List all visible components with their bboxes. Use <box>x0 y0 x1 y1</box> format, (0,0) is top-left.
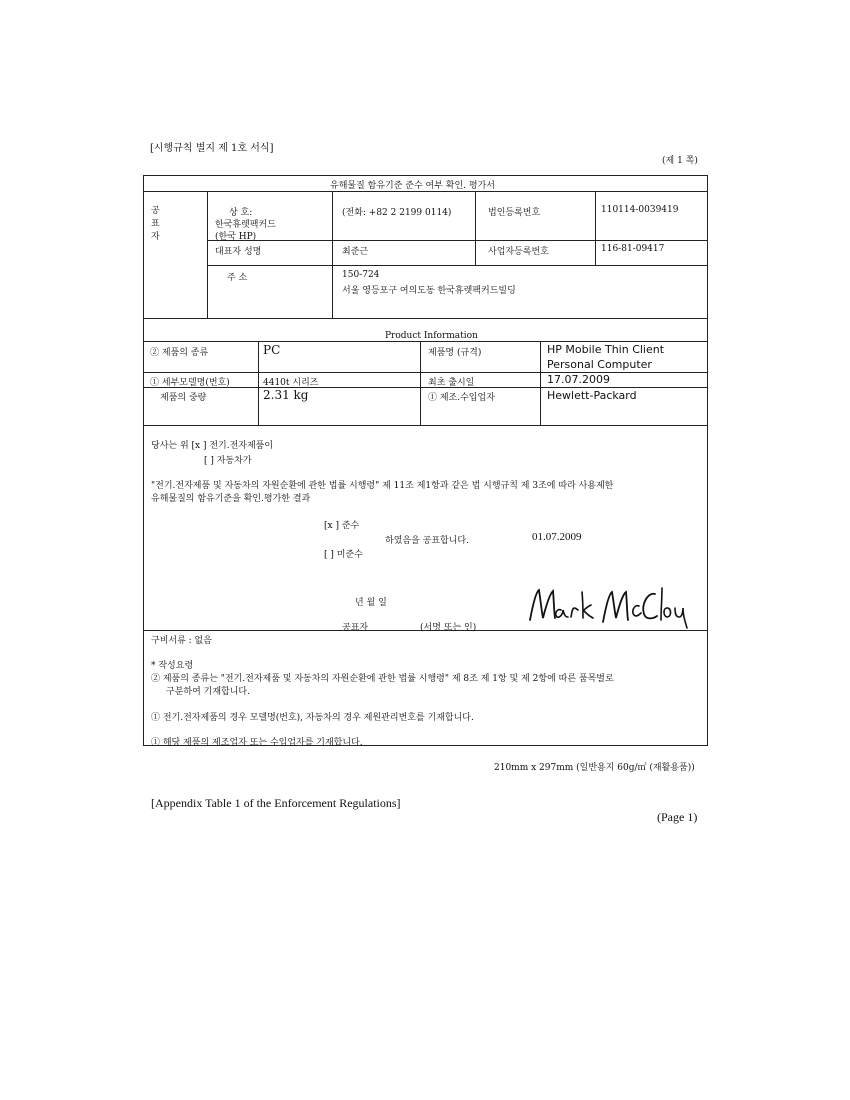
noncomply-checkbox: [ ] 미준수 <box>324 550 363 560</box>
form-title: 유해물질 함유기준 준수 여부 확인. 평가서 <box>330 181 495 191</box>
statement-body1: "전기.전자제품 및 자동차의 자원순환에 관한 법률 시행령" 제 11조 제1항과 같은 법 시행규칙 제 3조에 따라 사용제한 <box>151 481 614 491</box>
notifier-side-label: 공 표 자 <box>151 206 160 242</box>
trade-name-label: 상 호: <box>229 208 253 218</box>
biz-reg-label: 사업자등록번호 <box>488 247 549 257</box>
address-label: 주 소 <box>227 273 248 283</box>
appendix-label: [Appendix Table 1 of the Enforcement Regulations] <box>151 796 401 810</box>
rep-label: 대표자 성명 <box>215 247 262 257</box>
maker-value: Hewlett-Packard <box>547 389 637 402</box>
company-name: 한국휴렛팩커드 <box>215 220 276 230</box>
instruction-2: ① 전기.전자제품의 경우 모델명(번호), 자동차의 경우 제원관리번호를 기재합니다. <box>151 713 474 723</box>
phone: (전화: +82 2 2199 0114) <box>342 208 452 218</box>
product-name-line2: Personal Computer <box>547 358 652 371</box>
company-name-en: (한국 HP) <box>215 232 257 242</box>
form-label: [시행규칙 별지 제 1호 서식] <box>150 143 274 154</box>
corp-reg-label: 법인등록번호 <box>488 208 541 218</box>
paper-size: 210mm x 297mm (일반용지 60g/㎡ (재활용품)) <box>494 763 695 773</box>
weight-label: 제품의 중량 <box>160 393 207 403</box>
announcer-label: 공표자 <box>342 623 369 633</box>
product-name-label: 제품명 (규격) <box>428 348 482 358</box>
product-type-label: ② 제품의 종류 <box>150 348 209 358</box>
release-value: 17.07.2009 <box>547 373 610 386</box>
signature-image <box>527 584 692 632</box>
declare-date: 01.07.2009 <box>532 531 582 543</box>
declare-text: 하였음을 공표합니다. <box>385 536 469 546</box>
page-label: (제 1 쪽) <box>662 156 698 166</box>
year-month-day: 년 월 일 <box>355 598 387 608</box>
page-number: (Page 1) <box>657 810 698 824</box>
biz-reg-value: 116-81-09417 <box>601 244 665 254</box>
release-label: 최초 출시일 <box>428 378 475 388</box>
rep-value: 최준근 <box>342 247 369 257</box>
product-type-value: PC <box>263 343 281 357</box>
product-name-line1: HP Mobile Thin Client <box>547 343 665 356</box>
statement-line2: [ ] 자동차가 <box>204 456 252 466</box>
instruction-1a: ② 제품의 종류는 "전기.전자제품 및 자동차의 자원순환에 관한 법률 시행령" 제 8조 제 1항 및 제 2항에 따른 품목별로 <box>151 674 614 684</box>
model-label: ① 세부모델명(번호) <box>150 378 230 388</box>
instruction-1b: 구분하여 기재합니다. <box>166 687 250 697</box>
instructions-title: * 작성요령 <box>151 661 194 671</box>
model-value: 4410t 시리즈 <box>263 378 319 388</box>
corp-reg-value: 110114-0039419 <box>601 205 679 215</box>
comply-checkbox: [x ] 준수 <box>324 521 360 531</box>
statement-line1: 당사는 위 [x ] 전기.전자제품이 <box>151 441 274 451</box>
statement-body2: 유해물질의 함유기준을 확인.평가한 결과 <box>151 494 311 504</box>
instruction-3: ① 해당 제품의 제조업자 또는 수입업자를 기재합니다. <box>151 738 363 748</box>
postal-code: 150-724 <box>342 270 380 280</box>
sign-label: (서명 또는 인) <box>420 623 477 633</box>
weight-value: 2.31 kg <box>263 388 309 402</box>
attachments: 구비서류 : 없음 <box>151 636 212 646</box>
product-section-title: Product Information <box>385 331 478 341</box>
maker-label: ① 제조.수입업자 <box>428 393 495 403</box>
address: 서울 영등포구 여의도동 한국휴렛팩커드빌딩 <box>342 286 516 296</box>
